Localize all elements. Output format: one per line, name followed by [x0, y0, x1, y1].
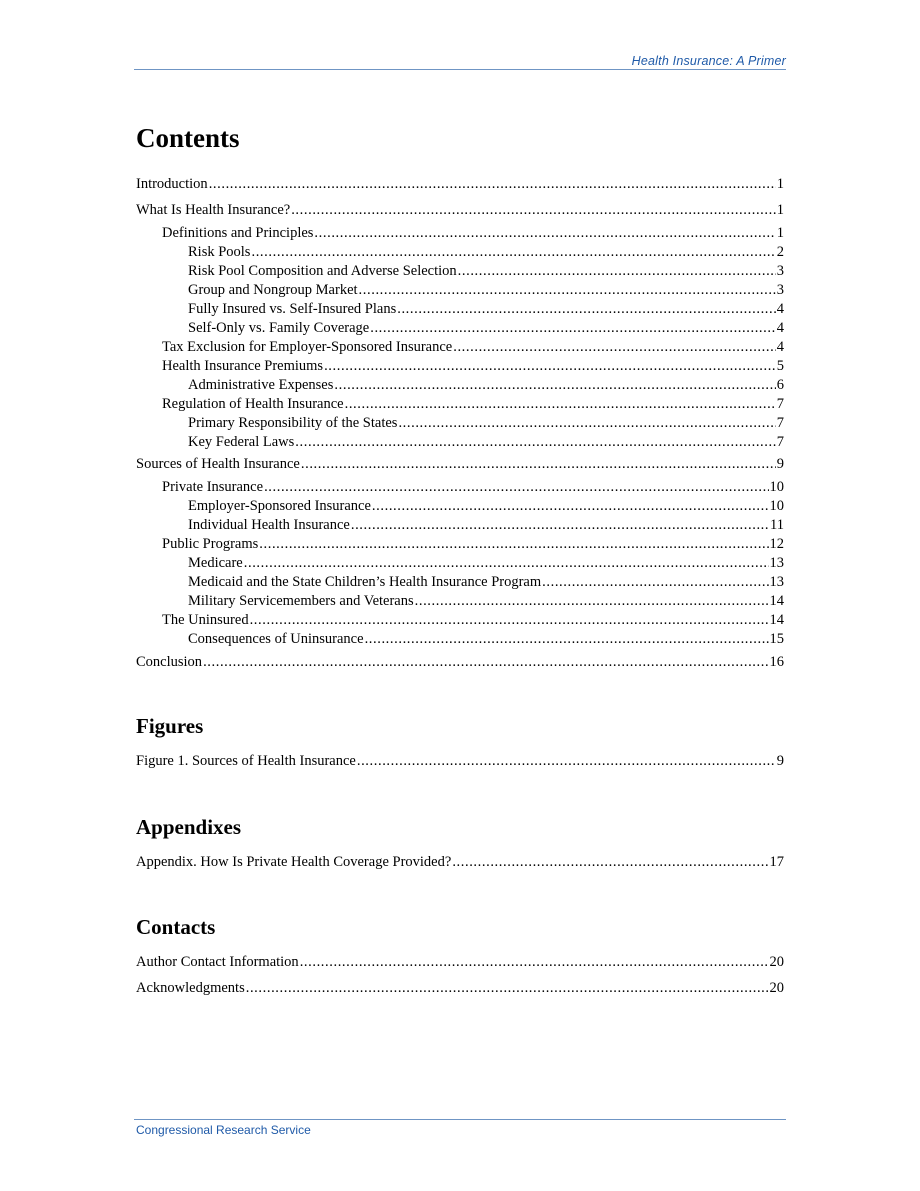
toc-entry-page: 7 [776, 396, 784, 412]
toc-leader-dots [314, 224, 775, 243]
toc-leader-dots [453, 338, 776, 357]
toc-leader-dots [244, 554, 769, 573]
toc-entry-page: 12 [769, 536, 784, 552]
toc-entry-page: 11 [770, 517, 784, 533]
toc-entry[interactable] [188, 592, 784, 611]
toc-entry-page: 10 [769, 479, 784, 495]
toc-entry-label: Figure 1. Sources of Health Insurance [136, 753, 356, 769]
toc-leader-dots [251, 243, 775, 262]
toc-entry-label: Fully Insured vs. Self-Insured Plans [188, 301, 397, 317]
toc-entry[interactable] [188, 516, 784, 535]
footer-publisher: Congressional Research Service [136, 1123, 311, 1137]
toc-entry[interactable] [188, 243, 784, 262]
toc-leader-dots [291, 201, 776, 220]
toc-entry[interactable] [188, 630, 784, 649]
toc-entry-page: 5 [776, 358, 784, 374]
toc-leader-dots [359, 281, 776, 300]
toc-entry-label: Employer-Sponsored Insurance [188, 498, 371, 514]
toc-entry-page: 4 [776, 301, 784, 317]
toc-entry-label: Sources of Health Insurance [136, 456, 300, 472]
toc-leader-dots [300, 953, 769, 972]
toc-entry-page: 9 [776, 456, 784, 472]
toc-entry[interactable] [136, 752, 784, 771]
appendixes-heading: Appendixes [136, 815, 242, 839]
toc-leader-dots [250, 611, 769, 630]
toc-leader-dots [324, 357, 776, 376]
toc-entry-label: Health Insurance Premiums [162, 358, 324, 374]
toc-entry-label: Regulation of Health Insurance [162, 396, 344, 412]
toc-entry-label: Tax Exclusion for Employer-Sponsored Insurance [162, 339, 453, 355]
toc-entry-label: Medicaid and the State Children’s Health Insurance Program [188, 574, 542, 590]
toc-entry[interactable] [188, 433, 784, 452]
toc-entry[interactable] [188, 554, 784, 573]
toc-entry-page: 16 [769, 654, 784, 670]
toc-entry[interactable] [188, 281, 784, 300]
toc-entry-page: 10 [769, 498, 784, 514]
header-divider [134, 69, 786, 70]
toc-entry-label: Key Federal Laws [188, 434, 295, 450]
toc-leader-dots [398, 414, 775, 433]
toc-leader-dots [542, 573, 768, 592]
toc-entry-label: Medicare [188, 555, 243, 571]
toc-entry[interactable] [188, 300, 784, 319]
toc-entry[interactable] [136, 175, 784, 194]
toc-entry[interactable] [162, 224, 784, 243]
toc-entry[interactable] [162, 395, 784, 414]
toc-entry[interactable] [162, 357, 784, 376]
toc-entry-page: 6 [776, 377, 784, 393]
toc-entry-page: 4 [776, 320, 784, 336]
toc-leader-dots [259, 535, 768, 554]
toc-entry[interactable] [188, 319, 784, 338]
toc-entry-page: 20 [769, 954, 784, 970]
toc-entry[interactable] [136, 853, 784, 872]
toc-entry-label: Risk Pools [188, 244, 251, 260]
toc-entry[interactable] [188, 262, 784, 281]
running-header-title: Health Insurance: A Primer [631, 54, 786, 68]
toc-leader-dots [301, 455, 776, 474]
toc-entry-label: Military Servicemembers and Veterans [188, 593, 414, 609]
toc-leader-dots [365, 630, 769, 649]
toc-leader-dots [357, 752, 776, 771]
toc-entry-page: 15 [769, 631, 784, 647]
toc-entry-page: 13 [769, 574, 784, 590]
toc-entry[interactable] [136, 455, 784, 474]
toc-entry-page: 14 [769, 612, 784, 628]
toc-entry-page: 20 [769, 980, 784, 996]
toc-entry-label: Consequences of Uninsurance [188, 631, 364, 647]
toc-entry-page: 1 [776, 225, 784, 241]
toc-entry[interactable] [188, 573, 784, 592]
toc-entry[interactable] [188, 414, 784, 433]
toc-entry-page: 1 [776, 176, 784, 192]
toc-entry-page: 7 [776, 415, 784, 431]
toc-entry[interactable] [136, 201, 784, 220]
toc-entry-label: Individual Health Insurance [188, 517, 350, 533]
toc-entry[interactable] [136, 979, 784, 998]
toc-entry-page: 3 [776, 263, 784, 279]
toc-entry-label: Private Insurance [162, 479, 264, 495]
toc-entry-label: Risk Pool Composition and Adverse Selection [188, 263, 457, 279]
toc-entry-page: 4 [776, 339, 784, 355]
toc-leader-dots [458, 262, 776, 281]
toc-entry-page: 3 [776, 282, 784, 298]
toc-entry[interactable] [162, 478, 784, 497]
toc-entry-label: Primary Responsibility of the States [188, 415, 398, 431]
toc-entry[interactable] [162, 338, 784, 357]
toc-entry-label: Author Contact Information [136, 954, 299, 970]
toc-entry[interactable] [136, 653, 784, 672]
toc-entry-page: 1 [776, 202, 784, 218]
toc-leader-dots [295, 433, 775, 452]
toc-entry[interactable] [162, 611, 784, 630]
toc-entry-label: Public Programs [162, 536, 259, 552]
toc-leader-dots [370, 319, 776, 338]
toc-entry-page: 14 [769, 593, 784, 609]
toc-entry[interactable] [162, 535, 784, 554]
toc-leader-dots [209, 175, 776, 194]
toc-leader-dots [246, 979, 769, 998]
toc-leader-dots [203, 653, 768, 672]
toc-entry-label: Self-Only vs. Family Coverage [188, 320, 370, 336]
toc-entry-label: Acknowledgments [136, 980, 245, 996]
toc-leader-dots [372, 497, 769, 516]
toc-entry-page: 7 [776, 434, 784, 450]
contacts-heading: Contacts [136, 915, 216, 939]
toc-entry-label: Conclusion [136, 654, 203, 670]
toc-entry[interactable] [136, 953, 784, 972]
toc-entry-page: 13 [769, 555, 784, 571]
toc-leader-dots [334, 376, 775, 395]
toc-entry[interactable] [188, 497, 784, 516]
toc-entry-page: 9 [776, 753, 784, 769]
toc-leader-dots [415, 592, 769, 611]
toc-leader-dots [264, 478, 768, 497]
contents-heading: Contents [136, 123, 240, 153]
toc-entry-label: What Is Health Insurance? [136, 202, 291, 218]
toc-leader-dots [345, 395, 776, 414]
toc-leader-dots [397, 300, 776, 319]
toc-entry-label: Introduction [136, 176, 208, 192]
toc-entry-label: Group and Nongroup Market [188, 282, 358, 298]
toc-leader-dots [452, 853, 768, 872]
toc-entry-page: 2 [776, 244, 784, 260]
toc-entry-label: The Uninsured [162, 612, 249, 628]
footer-divider [134, 1119, 786, 1120]
toc-entry[interactable] [188, 376, 784, 395]
toc-entry-label: Appendix. How Is Private Health Coverage Provided? [136, 854, 452, 870]
toc-entry-page: 17 [769, 854, 784, 870]
toc-leader-dots [351, 516, 769, 535]
toc-entry-label: Administrative Expenses [188, 377, 334, 393]
toc-entry-label: Definitions and Principles [162, 225, 314, 241]
figures-heading: Figures [136, 714, 204, 738]
